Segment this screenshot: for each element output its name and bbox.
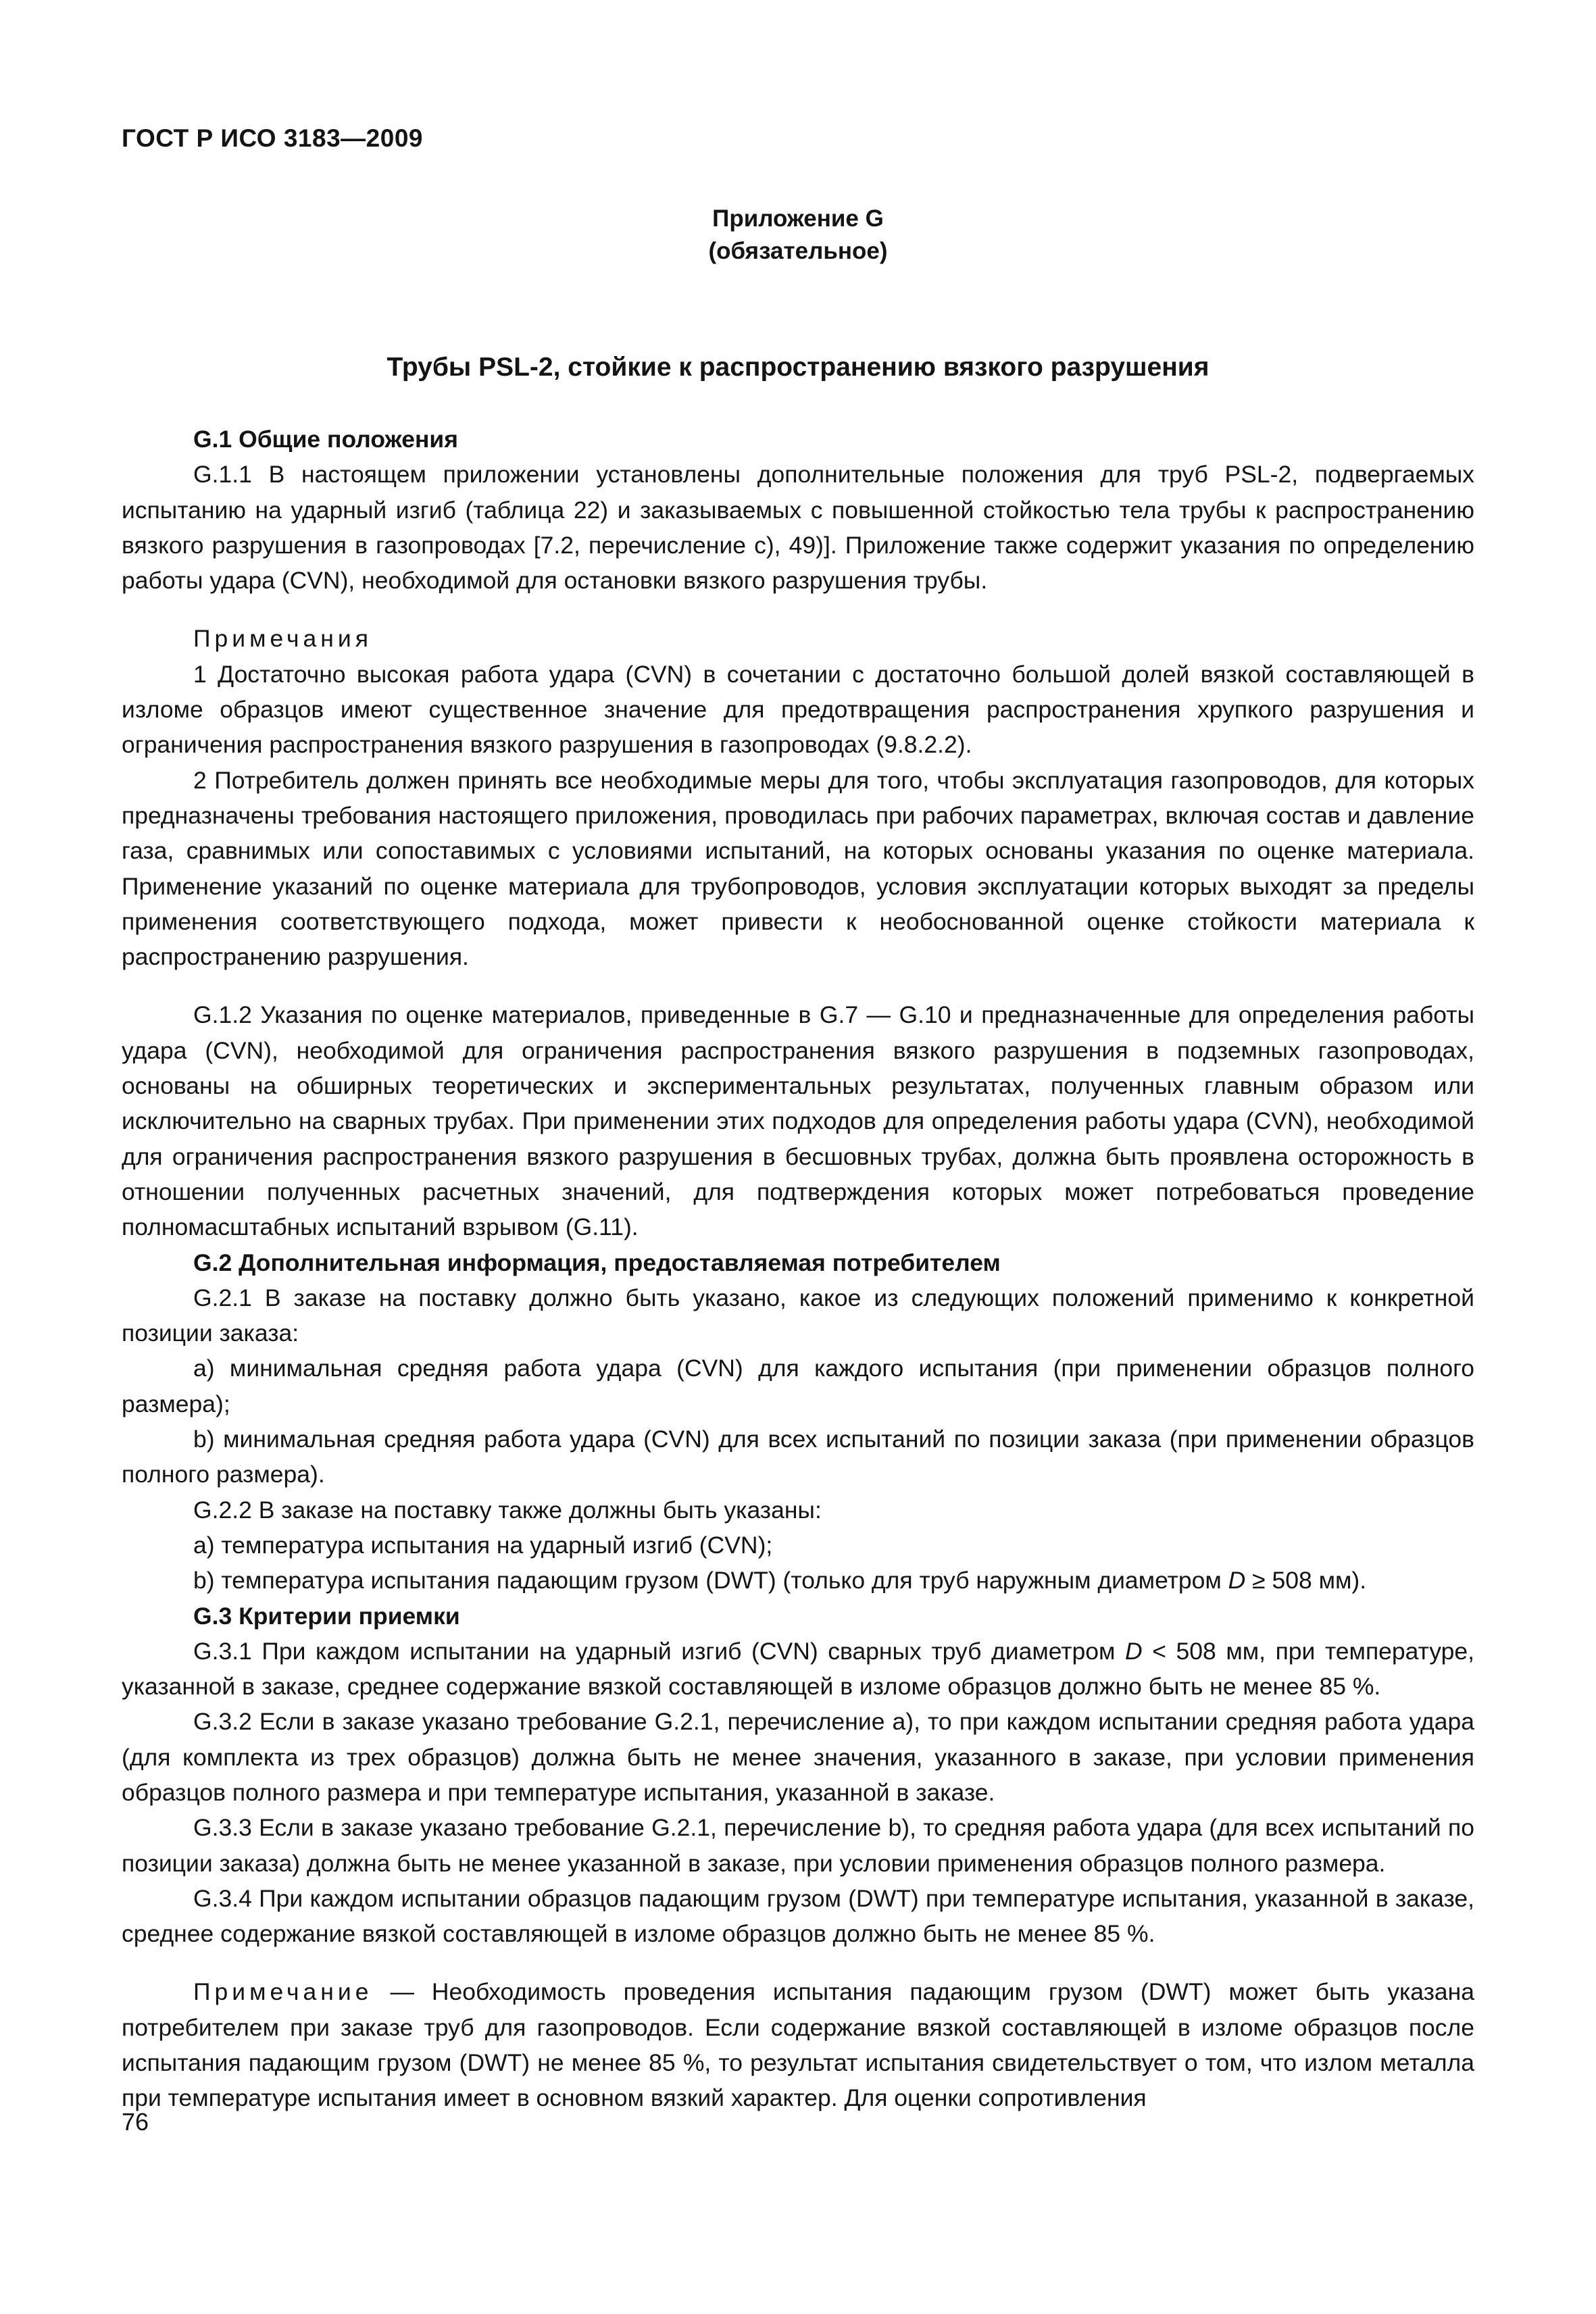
paragraph-g3-3: G.3.3 Если в заказе указано требование G.2.1, перечисление b), то средняя работа удара (для всех испытаний по позиции заказа) должна быть не менее указанной в заказе, при условии применения образцов полного размера. [122,1814,1474,1877]
diameter-variable: D [1125,1637,1143,1665]
appendix-status: (обязательное) [708,238,888,264]
notes-label: Примечания [193,625,372,653]
list-item-g2-1-b: b) минимальная средняя работа удара (CVN) для всех испытаний по позиции заказа (при применении образцов полного размера). [122,1426,1474,1488]
appendix-heading [0,203,1596,268]
section-heading-g2: G.2 Дополнительная информация, предоставляемая потребителем [193,1249,1001,1276]
text-segment: G.3.1 При каждом испытании на ударный изгиб (CVN) сварных труб диаметром [193,1637,1126,1665]
paragraph-g2-1: G.2.1 В заказе на поставку должно быть указано, какое из следующих положений применимо к конкретной позиции заказа: [122,1284,1474,1347]
note-2: 2 Потребитель должен принять все необходимые меры для того, чтобы эксплуатация газопроводов, для которых предназначены требования настоящего приложения, проводилась при рабочих параметрах, включая состав и давление газа, сравнимых или сопоставимых с условиями испытаний, на которых основаны указания по оценке материала. Применение указаний по оценке материала для трубопроводов, условия эксплуатации которых выходят за пределы применения соответствующего подхода, может привести к необоснованной оценке стойкости материала к распространению разрушения. [122,766,1474,971]
section-heading-g1: G.1 Общие положения [193,426,458,453]
paragraph-g3-2: G.3.2 Если в заказе указано требование G.2.1, перечисление a), то при каждом испытании средняя работа удара (для комплекта из трех образцов) должна быть не менее значения, указанного в заказе, при условии применения образцов полного размера и при температуре испытания, указанной в заказе. [122,1708,1474,1806]
appendix-label: Приложение G [712,205,884,232]
appendix-title: Трубы PSL-2, стойкие к распространению вязкого разрушения [386,353,1210,382]
paragraph-g2-2: G.2.2 В заказе на поставку также должны быть указаны: [193,1496,822,1524]
text-segment: ≥ 508 мм). [1245,1567,1367,1594]
list-item-g2-2-a: a) температура испытания на ударный изгиб (CVN); [193,1531,773,1559]
section-heading-g3: G.3 Критерии приемки [193,1602,460,1630]
paragraph-g1-1: G.1.1 В настоящем приложении установлены дополнительные положения для труб PSL-2, подвергаемых испытанию на ударный изгиб (таблица 22) и заказываемых с повышенной стойкостью тела трубы к распространению вязкого разрушения в газопроводах [7.2, перечисление с), 49)]. Приложение также содержит указания по определению работы удара (CVN), необходимой для остановки вязкого разрушения трубы. [122,461,1474,595]
paragraph-g3-1 [122,1634,1474,1705]
paragraph-g3-4: G.3.4 При каждом испытании образцов падающим грузом (DWT) при температуре испытания, указанной в заказе, среднее содержание вязкой составляющей в изломе образцов должно быть не менее 85 %. [122,1884,1474,1948]
diameter-variable: D [1228,1567,1246,1594]
list-item-g2-2-b [122,1563,1474,1598]
list-item-g2-1-a: a) минимальная средняя работа удара (CVN) для каждого испытания (при применении образцов полного размера); [122,1355,1474,1417]
note-label: Примечание [193,1978,373,2006]
note-1: 1 Достаточно высокая работа удара (CVN) в сочетании с достаточно большой долей вязкой составляющей в изломе образцов имеют существенное значение для предотвращения распространения хрупкого разрушения и ограничения распространения вязкого разрушения в газопроводах (9.8.2.2). [122,660,1474,759]
text-segment: b) температура испытания падающим грузом (DWT) (только для труб наружным диаметром [193,1567,1228,1594]
paragraph-g1-2: G.1.2 Указания по оценке материалов, приведенные в G.7 — G.10 и предназначенные для определения работы удара (CVN), необходимой для ограничения распространения вязкого разрушения в подземных газопроводах, основаны на обширных теоретических и экспериментальных результатах, полученных главным образом или исключительно на сварных трубах. При применении этих подходов для определения работы удара (CVN), необходимой для ограничения распространения вязкого разрушения в бесшовных трубах, должна быть проявлена осторожность в отношении полученных расчетных значений, для подтверждения которых может потребоваться проведение полномасштабных испытаний взрывом (G.11). [122,1001,1474,1241]
text-segment: < 508 мм, при температуре, указанной в заказе, среднее содержание вязкой составляющей в изломе образцов должно быть не менее 85 %. [122,1637,1474,1701]
page-number: 76 [122,2108,149,2136]
note-g3 [122,1974,1474,2115]
note-text: — Необходимость проведения испытания падающим грузом (DWT) может быть указана потребителем при заказе труб для газопроводов. Если содержание вязкой составляющей в изломе образцов после испытания падающим грузом (DWT) не менее 85 %, то результат испытания свидетельствует о том, что излом металла при температуре испытания имеет в основном вязкий характер. Для оценки сопротивления [122,1978,1474,2112]
standard-header: ГОСТ Р ИСО 3183—2009 [122,124,423,152]
document-body [122,422,1474,2116]
